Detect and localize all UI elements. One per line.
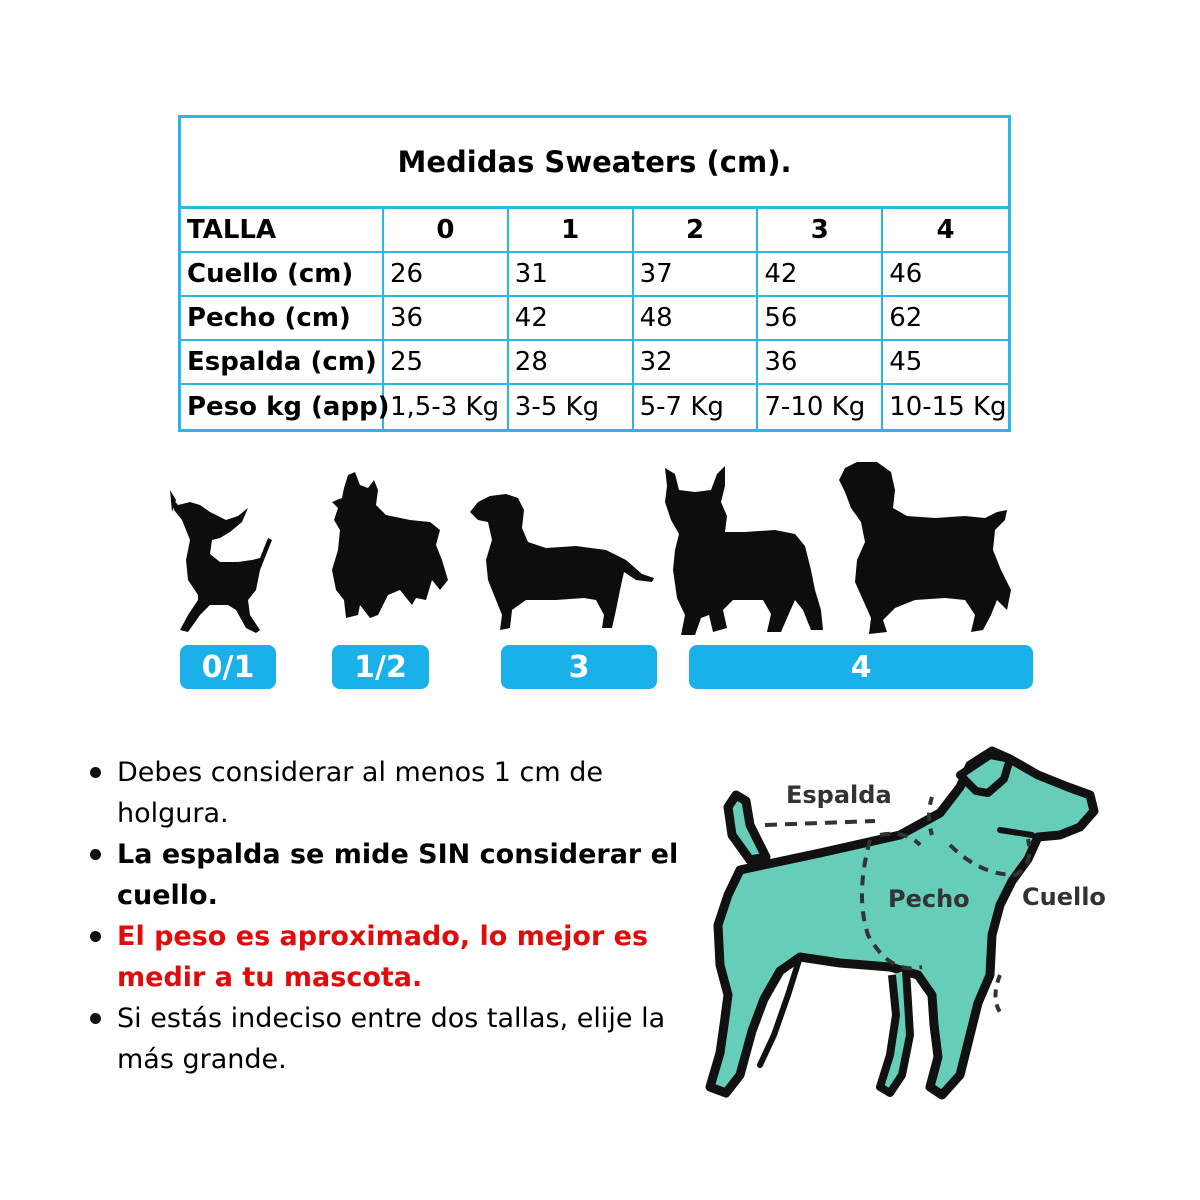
label-cuello: Cuello (1022, 883, 1106, 911)
header-cell-talla: TALLA (181, 209, 384, 253)
table-cell: 46 (883, 253, 1008, 297)
header-cell-size-4: 4 (883, 209, 1008, 253)
table-cell: 62 (883, 297, 1008, 341)
row-label-pecho: Pecho (cm) (181, 297, 384, 341)
table-grid (181, 209, 1008, 429)
table-cell: 3-5 Kg (509, 385, 634, 429)
table-cell: 26 (384, 253, 509, 297)
note-peso-warning: El peso es aproximado, lo mejor es medir a tu mascota. (80, 916, 680, 998)
notes-list (80, 752, 680, 1080)
row-label-cuello: Cuello (cm) (181, 253, 384, 297)
size-badge-1-2: 1/2 (332, 645, 429, 689)
table-cell: 10-15 Kg (889, 392, 1007, 422)
note-espalda: La espalda se mide SIN considerar el cuello. (80, 834, 680, 916)
chihuahua-silhouette-icon (168, 450, 278, 640)
dog-silhouettes (0, 450, 1200, 650)
size-badge-4: 4 (689, 645, 1033, 689)
header-cell-size-1: 1 (509, 209, 634, 253)
measurement-dog-diagram (670, 735, 1110, 1115)
size-badge-3: 3 (501, 645, 657, 689)
row-label-espalda: Espalda (cm) (181, 341, 384, 385)
table-cell: 36 (758, 341, 883, 385)
table-cell: 5-7 Kg (634, 385, 759, 429)
table-cell: 7-10 Kg (758, 385, 883, 429)
note-holgura: Debes considerar al menos 1 cm de holgura. (80, 752, 680, 834)
table-cell: 31 (509, 253, 634, 297)
table-cell: 1,5-3 Kg (384, 385, 509, 429)
table-title: Medidas Sweaters (cm). (181, 118, 1008, 209)
bulldog-silhouette-icon (655, 450, 830, 640)
header-cell-size-2: 2 (634, 209, 759, 253)
table-cell: 45 (883, 341, 1008, 385)
yorkshire-silhouette-icon (330, 450, 455, 630)
table-cell: 36 (384, 297, 509, 341)
table-cell: 42 (758, 253, 883, 297)
back-measure-line (765, 821, 875, 825)
table-cell: 28 (509, 341, 634, 385)
note-tallas: Si estás indeciso entre dos tallas, elije la más grande. (80, 998, 680, 1080)
table-cell: 37 (634, 253, 759, 297)
label-pecho: Pecho (888, 885, 970, 913)
table-cell: 48 (634, 297, 759, 341)
table-cell: 42 (509, 297, 634, 341)
size-table (178, 115, 1011, 432)
header-cell-size-3: 3 (758, 209, 883, 253)
row-label-peso: Peso kg (app) (181, 385, 384, 429)
table-cell: 25 (384, 341, 509, 385)
header-cell-size-0: 0 (384, 209, 509, 253)
label-espalda: Espalda (786, 781, 892, 809)
dog-tail (728, 795, 766, 860)
table-cell: 32 (634, 341, 759, 385)
dachshund-silhouette-icon (466, 450, 661, 640)
size-badge-0-1: 0/1 (180, 645, 276, 689)
spaniel-silhouette-icon (835, 450, 1015, 635)
table-cell: 56 (758, 297, 883, 341)
